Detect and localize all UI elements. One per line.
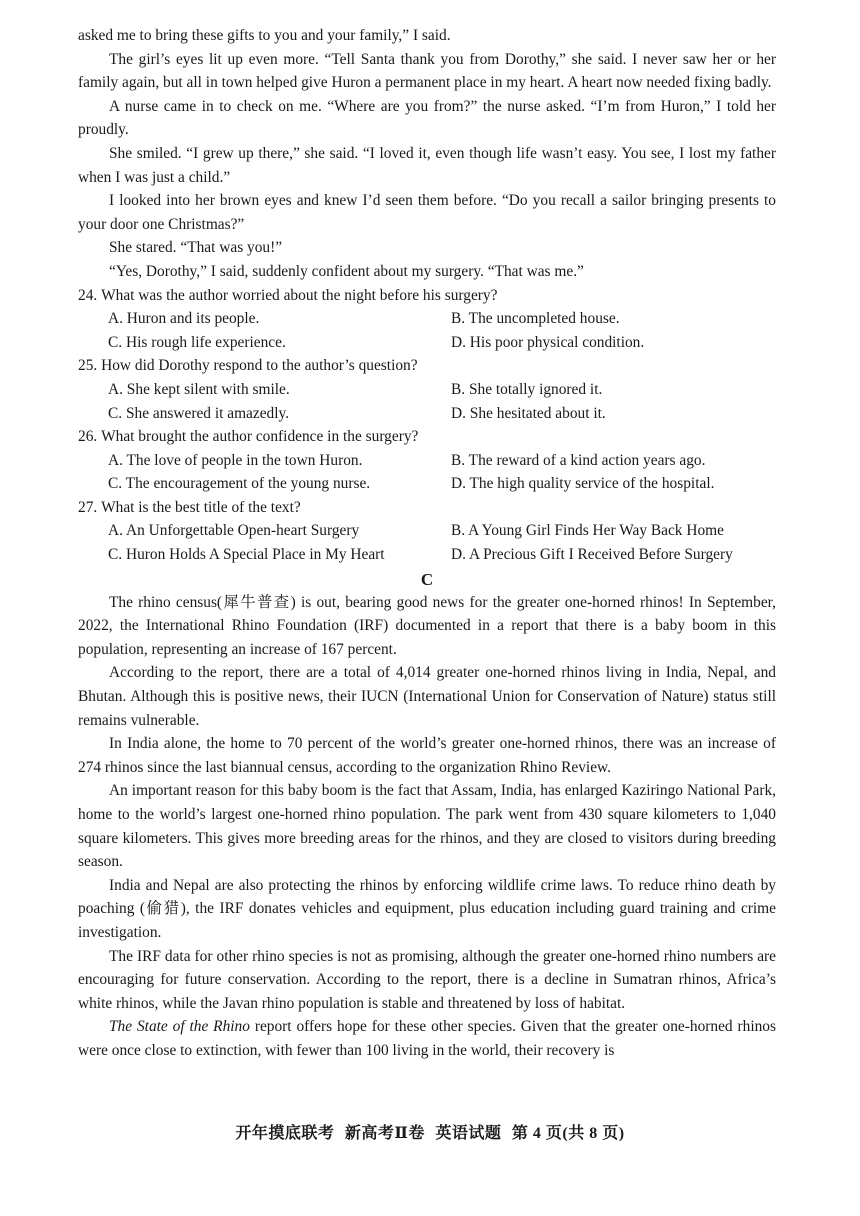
question-26	[78, 425, 776, 496]
exam-name: 开年摸底联考	[235, 1125, 335, 1142]
passage-paragraph: The rhino census(犀牛普查) is out, bearing good news for the greater one-horned rhinos! In September, 2022, the International Rhino Foundation (IRF) documented in a report that there is a baby boom in this population, representing an increase of 167 percent.	[78, 593, 776, 658]
option-b: B. The reward of a kind action years ago.	[451, 451, 706, 469]
question-list	[78, 284, 776, 567]
paper-name: 新高考Ⅱ卷	[344, 1125, 425, 1142]
question-number: 24.	[78, 286, 98, 304]
page-number: 第 4 页(共 8 页)	[511, 1125, 625, 1142]
question-stem: How did Dorothy respond to the author’s question?	[101, 357, 418, 375]
question-stem: What brought the author confidence in the surgery?	[101, 428, 419, 446]
section-heading: C	[420, 569, 434, 589]
option-b: B. A Young Girl Finds Her Way Back Home	[451, 522, 724, 540]
question-27	[78, 496, 776, 567]
story-paragraph: She smiled. “I grew up there,” she said. “I loved it, even though life wasn’t easy. You see, I lost my father when I was just a child.”	[78, 144, 776, 186]
option-d: D. The high quality service of the hospital.	[451, 475, 715, 493]
option-a: A. She kept silent with smile.	[108, 380, 290, 398]
question-number: 26.	[78, 428, 98, 446]
story-paragraph: asked me to bring these gifts to you and your family,” I said.	[78, 27, 451, 44]
story-paragraph: The girl’s eyes lit up even more. “Tell Santa thank you from Dorothy,” she said. I never saw her or her family again, but all in town helped give Huron a permanent place in my heart. A heart now needed fixing badly.	[78, 50, 776, 92]
question-number: 25.	[78, 357, 98, 375]
option-c: C. The encouragement of the young nurse.	[108, 475, 371, 493]
option-c: C. Huron Holds A Special Place in My Heart	[108, 546, 385, 564]
story-paragraph: I looked into her brown eyes and knew I’d seen them before. “Do you recall a sailor bringing presents to your door one Christmas?”	[78, 192, 776, 233]
passage-paragraph: An important reason for this baby boom is the fact that Assam, India, has enlarged Kaziringo National Park, home to the world’s largest one-horned rhino population. The park went from 430 square kilometers to 1,040 square kilometers. This gives more breeding areas for the rhinos, and they are closed to visitors during breeding season.	[78, 782, 776, 871]
story-paragraph: “Yes, Dorothy,” I said, suddenly confident about my surgery. “That was me.”	[109, 262, 584, 280]
option-a: A. An Unforgettable Open-heart Surgery	[108, 522, 360, 540]
report-title: The State of the Rhino	[109, 1018, 250, 1036]
option-a: A. The love of people in the town Huron.	[108, 451, 363, 469]
question-24	[78, 284, 776, 355]
passage-paragraph: According to the report, there are a total of 4,014 greater one-horned rhinos living in India, Nepal, and Bhutan. Although this is positive news, their IUCN (International Union for Conservation of Nature) status still remains vulnerable.	[78, 664, 776, 729]
question-stem: What is the best title of the text?	[101, 498, 301, 516]
story-paragraph: She stared. “That was you!”	[109, 239, 283, 257]
question-stem: What was the author worried about the night before his surgery?	[101, 286, 498, 304]
option-b: B. She totally ignored it.	[451, 380, 603, 398]
option-d: D. She hesitated about it.	[451, 404, 606, 422]
option-d: D. A Precious Gift I Received Before Surgery	[451, 546, 733, 564]
option-b: B. The uncompleted house.	[451, 310, 620, 328]
question-number: 27.	[78, 498, 98, 516]
story-continuation	[78, 24, 776, 284]
story-paragraph: A nurse came in to check on me. “Where are you from?” the nurse asked. “I’m from Huron,” I told her proudly.	[78, 97, 776, 139]
passage-paragraph: In India alone, the home to 70 percent of the world’s greater one-horned rhinos, there was an increase of 274 rhinos since the last biannual census, according to the organization Rhino Review.	[78, 735, 776, 776]
option-d: D. His poor physical condition.	[451, 333, 645, 351]
passage-paragraph-last	[78, 1015, 776, 1062]
passage-paragraph-text: report offers hope for these other species. Given that the greater one-horned rhinos were once close to extinction, with fewer than 100 living in the world, their recovery is	[78, 1018, 776, 1059]
option-a: A. Huron and its people.	[108, 310, 260, 328]
page-footer	[0, 1120, 860, 1143]
option-c: C. His rough life experience.	[108, 333, 286, 351]
subject-name: 英语试题	[435, 1125, 502, 1142]
passage-c	[78, 591, 776, 1063]
option-c: C. She answered it amazedly.	[108, 404, 290, 422]
question-25	[78, 354, 776, 425]
passage-paragraph: The IRF data for other rhino species is not as promising, although the greater one-horned rhino numbers are encouraging for future conservation. According to the report, there is a decline in Sumatran rhinos, Africa’s white rhinos, while the Javan rhino population is stable and threatened by loss of habitat.	[78, 947, 776, 1012]
passage-paragraph: India and Nepal are also protecting the rhinos by enforcing wildlife crime laws. To reduce rhino death by poaching (偷猎), the IRF donates vehicles and equipment, plus education including guard training and crime investigation.	[78, 876, 776, 941]
